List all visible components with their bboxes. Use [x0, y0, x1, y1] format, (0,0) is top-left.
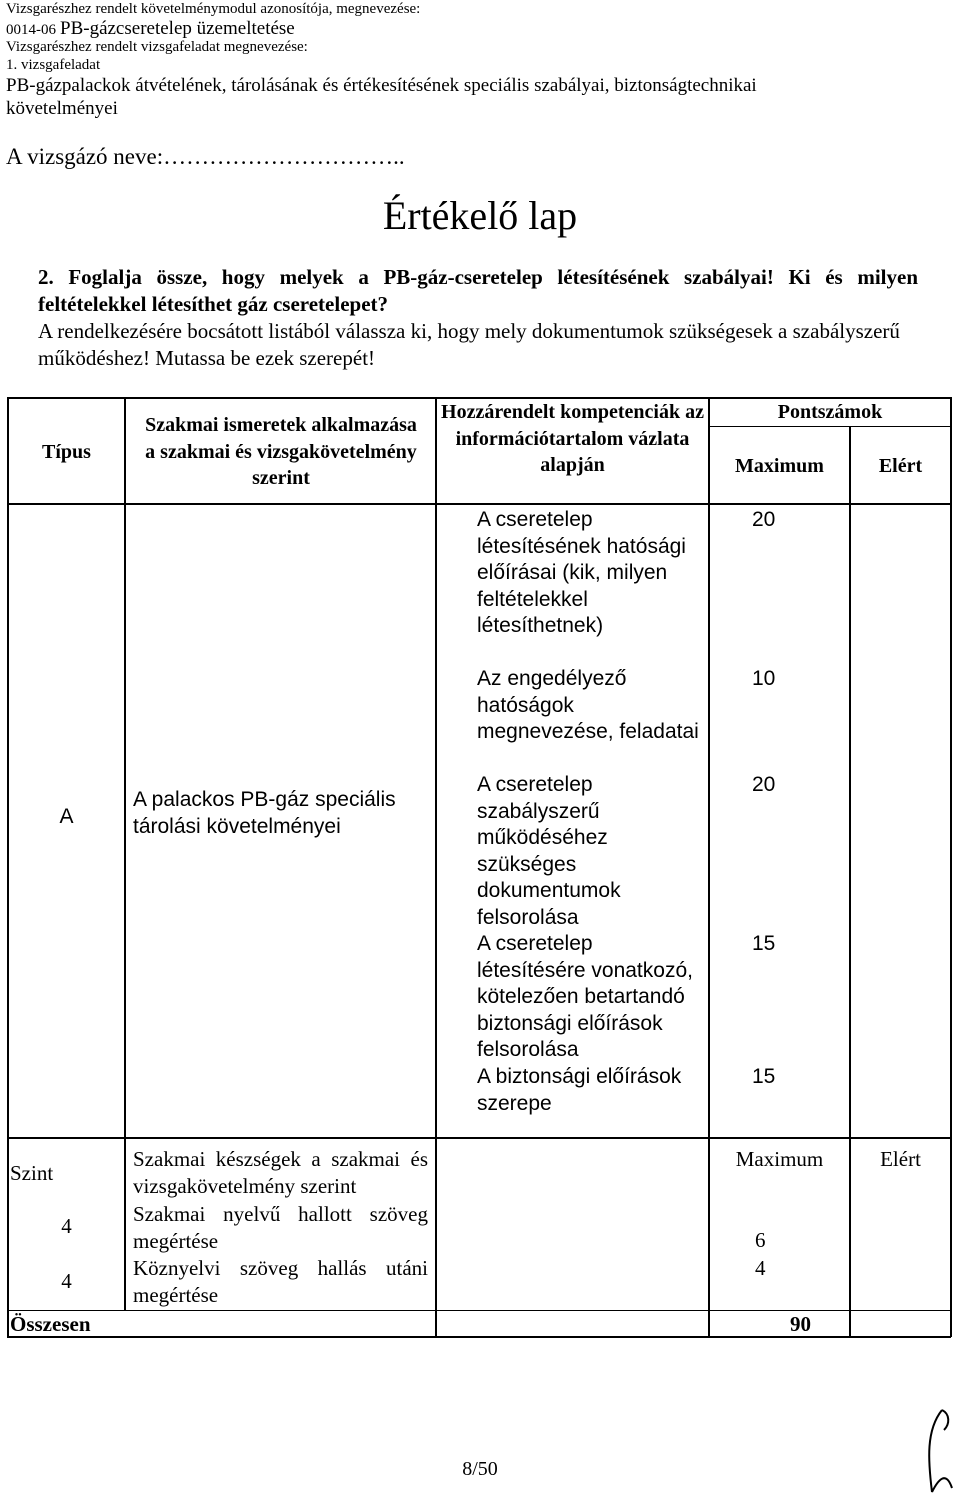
question-bold: 2. Foglalja össze, hogy melyek a PB-gáz-cseretelep létesítésének szabályai! Ki és milyen feltételekkel létesíthet gáz cseretelepet? [38, 265, 918, 316]
question-instructions: A rendelkezésére bocsátott listából válassza ki, hogy mely dokumentumok szükségesek a szabályszerű működéshez! Mutassa be ezek szerepét! [38, 319, 900, 370]
competence-row-2: Az engedélyező hatóságok megnevezése, feladatai [477, 667, 699, 743]
module-code: 0014-06 [6, 22, 56, 38]
skill-level-1: 4 [61, 1214, 72, 1238]
max-row-4: 15 [752, 932, 776, 955]
max-row-3: 20 [752, 773, 776, 796]
question-block [38, 264, 918, 372]
t1-points-divider [708, 426, 951, 427]
skill-row-2: Köznyelvi szöveg hallás utáni megértése [133, 1256, 428, 1307]
t1-col-1 [124, 397, 126, 1137]
task-number: 1. vizsgafeladat [6, 57, 101, 73]
t2-col-right [950, 1137, 952, 1337]
task-title-line2: követelményei [6, 98, 118, 119]
module-name: PB-gázcseretelep üzemeltetése [60, 18, 295, 39]
t2-top-border [7, 1137, 951, 1139]
t1-col-4 [849, 426, 851, 1137]
header-points: Pontszámok [777, 401, 883, 423]
header-level: Szint [10, 1161, 54, 1185]
competence-row-4: A cseretelep létesítésére vonatkozó, kötelezően betartandó biztonsági előírások felsorolása [477, 932, 693, 1061]
max-row-5: 15 [752, 1065, 776, 1088]
type-value: A [59, 805, 74, 828]
t1-col-left [7, 397, 9, 1137]
page-title: Értékelő lap [382, 193, 578, 238]
skill-level-2: 4 [61, 1269, 72, 1293]
header-skills: Szakmai készségek a szakmai és vizsgakövetelmény szerint [133, 1147, 428, 1198]
page-number: 8/50 [462, 1458, 498, 1480]
competence-row-1: A cseretelep létesítésének hatósági előírásai (kik, milyen feltételekkel létesíthetnek) [477, 508, 686, 637]
total-label: Összesen [10, 1312, 91, 1336]
max-row-1: 20 [752, 508, 776, 531]
header-knowledge: Szakmai ismeretek alkalmazása a szakmai és vizsgakövetelmény szerint [145, 414, 417, 489]
module-label: Vizsgarészhez rendelt követelménymodul azonosítója, megnevezése: [6, 1, 421, 17]
max-row-2: 10 [752, 667, 776, 690]
candidate-name-line: A vizsgázó neve:………………………….. [6, 144, 405, 169]
competence-row-3: A cseretelep szabályszerű működéséhez szükséges dokumentumok felsorolása [477, 773, 621, 929]
signature-mark [920, 1400, 958, 1500]
task-label: Vizsgarészhez rendelt vizsgafeladat megnevezése: [6, 39, 308, 55]
t1-col-right [950, 397, 952, 1137]
t1-col-3 [708, 397, 710, 1137]
header-type: Típus [42, 441, 91, 463]
knowledge-value: A palackos PB-gáz speciális tárolási követelményei [133, 788, 396, 838]
t1-col-2 [435, 397, 437, 1137]
header-max: Maximum [735, 455, 824, 477]
skill-max-1: 6 [755, 1228, 766, 1252]
header-achieved: Elért [878, 455, 923, 477]
t2-col-1 [124, 1137, 126, 1311]
skill-row-1: Szakmai nyelvű hallott szöveg megértése [133, 1202, 428, 1253]
competence-row-5: A biztonsági előírások szerepe [477, 1065, 682, 1115]
task-title-line1: PB-gázpalackok átvételének, tárolásának és értékesítésének speciális szabályai, biztonságtechnikai [6, 75, 757, 96]
module-line [6, 19, 295, 38]
total-value: 90 [790, 1312, 811, 1336]
t2-header-achieved: Elért [880, 1147, 921, 1171]
t1-header-bottom [7, 503, 951, 505]
t2-header-max: Maximum [735, 1147, 824, 1171]
t2-col-2 [435, 1137, 437, 1337]
skill-max-2: 4 [755, 1256, 766, 1280]
header-competence: Hozzárendelt kompetenciák az információtartalom vázlata alapján [441, 401, 704, 476]
